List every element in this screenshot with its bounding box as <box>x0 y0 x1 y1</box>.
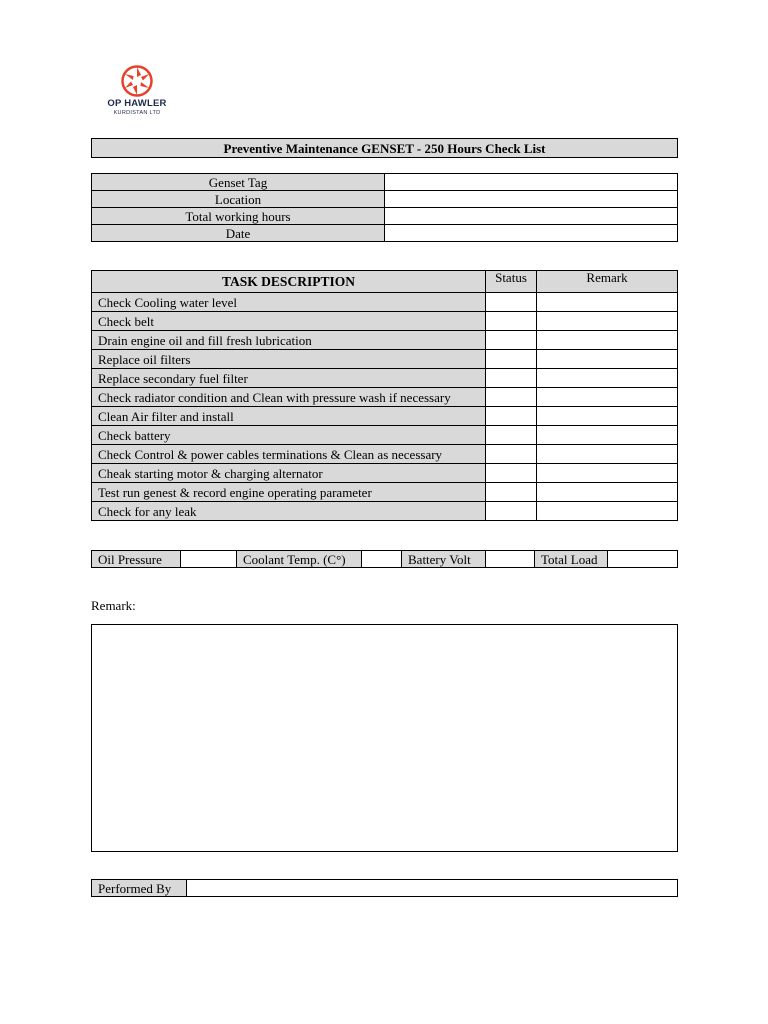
task-table <box>91 270 678 521</box>
reading-label-battery-volt: Battery Volt <box>402 551 486 568</box>
reading-label-total-load: Total Load <box>535 551 608 568</box>
task-header-row <box>92 271 678 293</box>
task-row <box>92 445 678 464</box>
info-label-working-hours: Total working hours <box>92 208 385 225</box>
task-label: Check Control & power cables terminations & Clean as necessary <box>92 445 486 464</box>
task-status-cell[interactable] <box>486 369 537 388</box>
task-status-cell[interactable] <box>486 388 537 407</box>
task-label: Check belt <box>92 312 486 331</box>
info-value-genset-tag[interactable] <box>385 174 678 191</box>
task-remark-cell[interactable] <box>537 293 678 312</box>
task-label: Cheak starting motor & charging alternator <box>92 464 486 483</box>
task-row <box>92 369 678 388</box>
info-row <box>92 225 678 242</box>
task-status-cell[interactable] <box>486 426 537 445</box>
reading-value-coolant-temp[interactable] <box>362 551 402 568</box>
task-status-cell[interactable] <box>486 464 537 483</box>
task-row <box>92 426 678 445</box>
header-task-description: TASK DESCRIPTION <box>92 271 486 293</box>
task-row <box>92 483 678 502</box>
task-label: Replace oil filters <box>92 350 486 369</box>
task-label: Replace secondary fuel filter <box>92 369 486 388</box>
remark-label: Remark: <box>91 598 136 613</box>
performed-by-label: Performed By <box>92 880 187 897</box>
header-remark: Remark <box>537 271 678 293</box>
logo-name: OP HAWLER <box>107 98 167 109</box>
task-label: Test run genest & record engine operating parameter <box>92 483 486 502</box>
task-row <box>92 312 678 331</box>
info-value-working-hours[interactable] <box>385 208 678 225</box>
readings-table <box>91 550 678 568</box>
task-status-cell[interactable] <box>486 407 537 426</box>
task-remark-cell[interactable] <box>537 464 678 483</box>
page-title: Preventive Maintenance GENSET - 250 Hours Check List <box>92 139 678 158</box>
task-status-cell[interactable] <box>486 350 537 369</box>
info-label-date: Date <box>92 225 385 242</box>
info-row <box>92 191 678 208</box>
logo-subtitle: KURDISTAN LTD <box>113 110 161 116</box>
task-remark-cell[interactable] <box>537 369 678 388</box>
task-remark-cell[interactable] <box>537 502 678 521</box>
info-table <box>91 173 678 242</box>
performed-by-field[interactable] <box>187 880 678 897</box>
task-row <box>92 464 678 483</box>
task-remark-cell[interactable] <box>537 426 678 445</box>
readings-row <box>92 551 678 568</box>
task-status-cell[interactable] <box>486 445 537 464</box>
performed-by-table <box>91 879 678 897</box>
task-label: Check radiator condition and Clean with pressure wash if necessary <box>92 388 486 407</box>
reading-label-oil-pressure: Oil Pressure <box>92 551 181 568</box>
task-remark-cell[interactable] <box>537 388 678 407</box>
task-remark-cell[interactable] <box>537 331 678 350</box>
info-value-location[interactable] <box>385 191 678 208</box>
task-remark-cell[interactable] <box>537 445 678 464</box>
task-row <box>92 331 678 350</box>
task-status-cell[interactable] <box>486 502 537 521</box>
header-status: Status <box>486 271 537 293</box>
performed-by-row <box>92 880 678 897</box>
info-row <box>92 208 678 225</box>
task-status-cell[interactable] <box>486 293 537 312</box>
reading-value-oil-pressure[interactable] <box>181 551 237 568</box>
task-label: Check battery <box>92 426 486 445</box>
reading-value-battery-volt[interactable] <box>486 551 535 568</box>
task-row <box>92 350 678 369</box>
info-label-genset-tag: Genset Tag <box>92 174 385 191</box>
task-remark-cell[interactable] <box>537 312 678 331</box>
task-row <box>92 293 678 312</box>
task-label: Clean Air filter and install <box>92 407 486 426</box>
info-value-date[interactable] <box>385 225 678 242</box>
task-status-cell[interactable] <box>486 483 537 502</box>
company-logo <box>104 64 176 120</box>
task-row <box>92 388 678 407</box>
aperture-logo-icon <box>120 64 154 98</box>
reading-value-total-load[interactable] <box>608 551 678 568</box>
title-table <box>91 138 678 158</box>
task-row <box>92 407 678 426</box>
task-label: Drain engine oil and fill fresh lubrication <box>92 331 486 350</box>
info-row <box>92 174 678 191</box>
info-label-location: Location <box>92 191 385 208</box>
task-remark-cell[interactable] <box>537 350 678 369</box>
task-label: Check for any leak <box>92 502 486 521</box>
task-status-cell[interactable] <box>486 312 537 331</box>
task-remark-cell[interactable] <box>537 483 678 502</box>
task-label: Check Cooling water level <box>92 293 486 312</box>
reading-label-coolant-temp: Coolant Temp. (C°) <box>237 551 362 568</box>
task-row <box>92 502 678 521</box>
task-remark-cell[interactable] <box>537 407 678 426</box>
task-status-cell[interactable] <box>486 331 537 350</box>
remark-box[interactable] <box>91 624 678 852</box>
